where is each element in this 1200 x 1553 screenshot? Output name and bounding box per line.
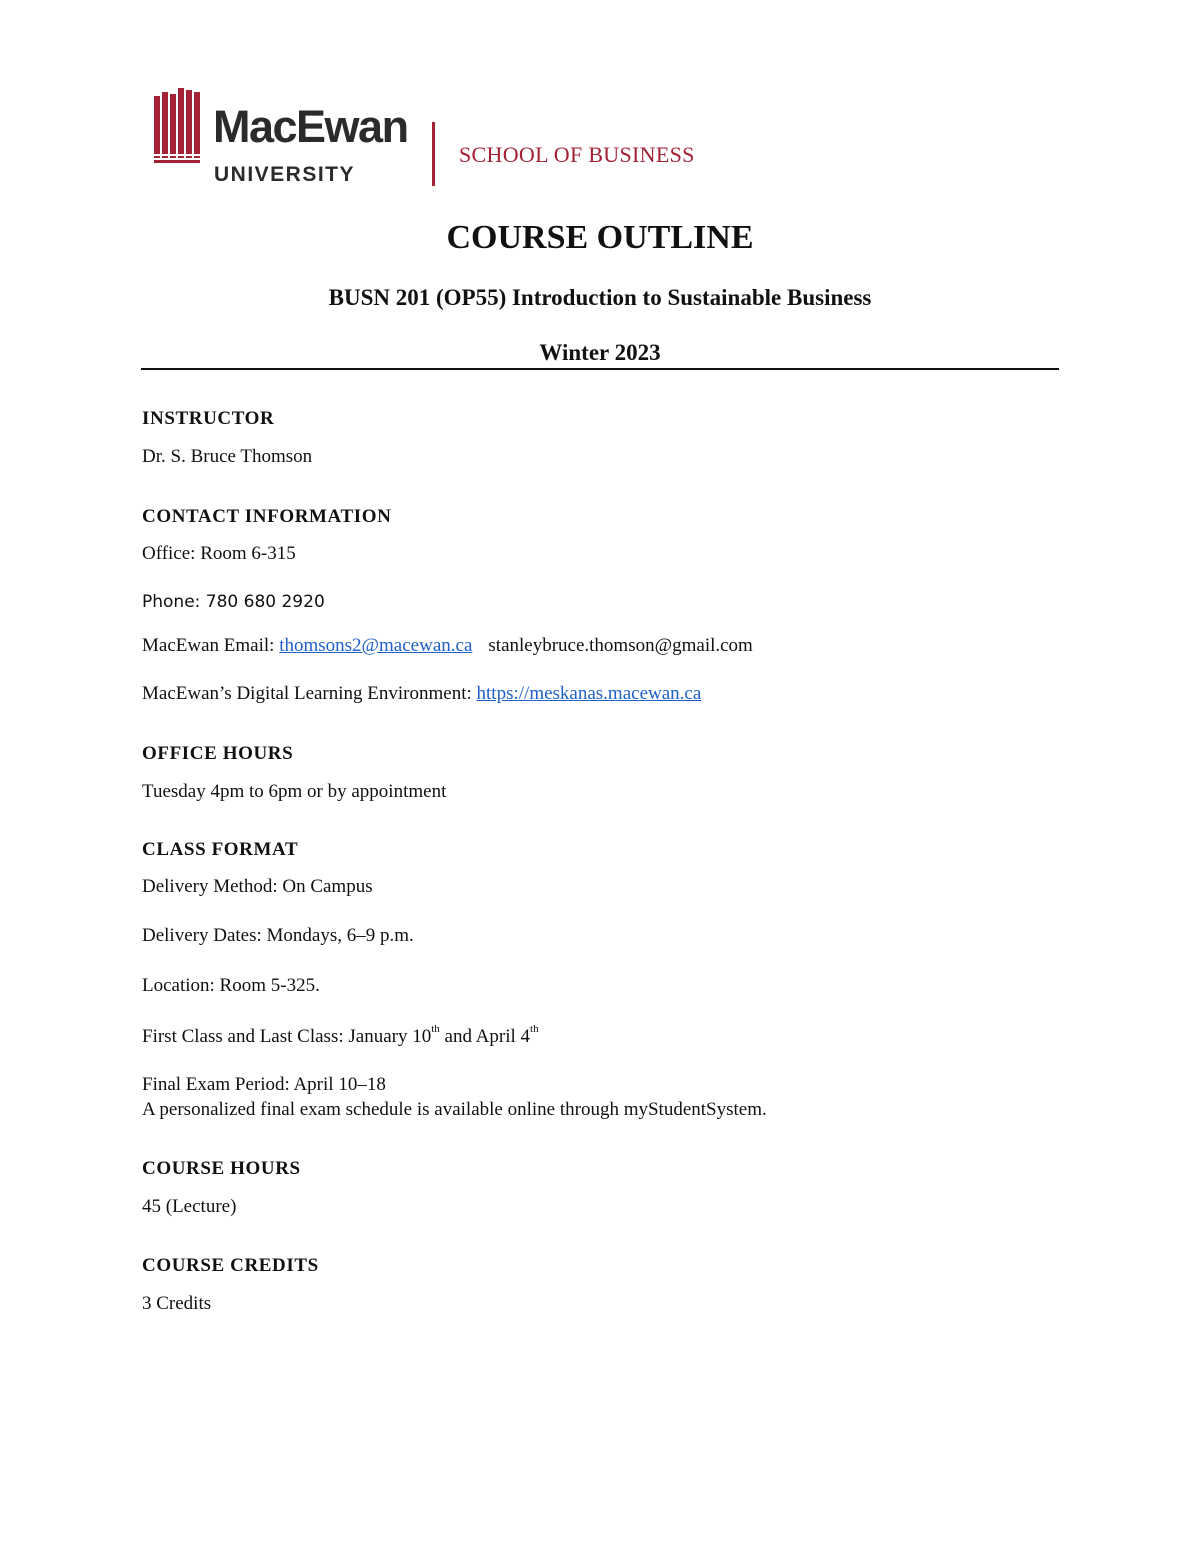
final-exam-note: A personalized final exam schedule is available online through myStudentSystem. [142,1099,767,1120]
dle-label: MacEwan’s Digital Learning Environment: [142,683,477,704]
class-location: Location: Room 5-325. [142,975,320,996]
dle-line [142,681,701,707]
office-hours-text: Tuesday 4pm to 6pm or by appointment [142,781,447,802]
office-hours-heading: OFFICE HOURS [142,743,294,764]
office-location: Office: Room 6-315 [142,543,296,564]
document-title: COURSE OUTLINE [446,219,754,256]
macewan-logo [154,88,754,188]
instructor-heading: INSTRUCTOR [142,408,275,429]
course-hours-text: 45 (Lecture) [142,1196,237,1217]
delivery-method: Delivery Method: On Campus [142,876,373,897]
email-label: MacEwan Email: [142,635,280,656]
email-line [142,633,753,659]
course-hours-heading: COURSE HOURS [142,1158,301,1179]
class-format-heading: CLASS FORMAT [142,839,299,860]
logo-divider [432,122,435,186]
course-credits-text: 3 Credits [142,1293,212,1314]
last-class-suffix: th [530,1022,539,1035]
delivery-dates: Delivery Dates: Mondays, 6–9 p.m. [142,925,414,946]
first-last-class [142,1024,539,1050]
title-divider [141,368,1059,370]
alternate-email: stanleybruce.thomson@gmail.com [488,635,753,656]
first-class-suffix: th [431,1022,440,1035]
logo-university: UNIVERSITY [214,163,356,186]
phone-number: Phone: 780 680 2920 [142,592,325,612]
first-class-text: First Class and Last Class: January 10 [142,1026,432,1047]
macewan-email-link[interactable]: thomsons2@macewan.ca [279,635,473,656]
last-class-text: and April 4 [439,1026,531,1047]
course-credits-heading: COURSE CREDITS [142,1255,319,1276]
dle-link[interactable]: https://meskanas.macewan.ca [476,683,702,704]
contact-heading: CONTACT INFORMATION [142,506,392,527]
logo-school-name: SCHOOL OF BUSINESS [459,142,695,167]
logo-wordmark: MacEwan [213,101,408,152]
course-term: Winter 2023 [539,340,661,365]
course-title: BUSN 201 (OP55) Introduction to Sustainable Business [328,285,872,310]
final-exam-period: Final Exam Period: April 10–18 [142,1074,386,1095]
instructor-name: Dr. S. Bruce Thomson [142,446,313,467]
macewan-logo-mark-icon [154,88,206,166]
